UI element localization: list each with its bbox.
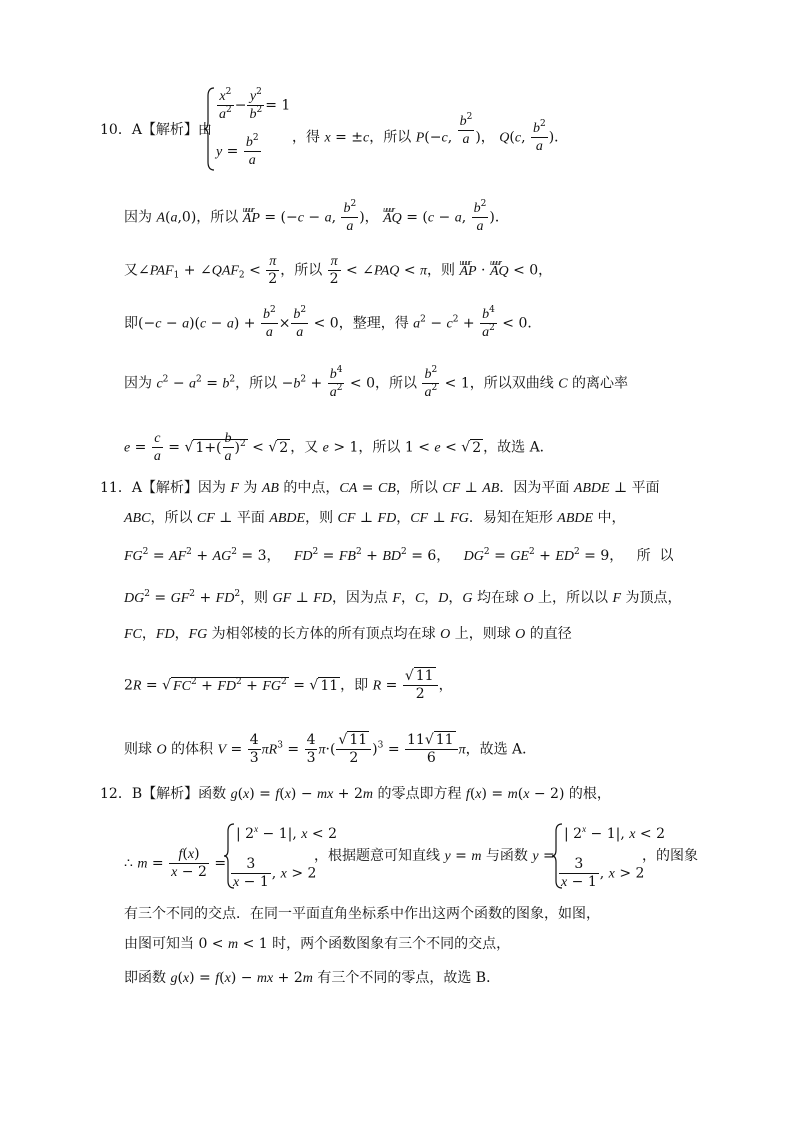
- q10-line4: 即(−c − a)(c − a) + $\frac{b^2}{a}$ × $\frac{b^2}{a}$ < 0，整理，得 $a^2 - c^2$ + $\frac{b^4}{a^2}$ < 0．: [124, 305, 542, 340]
- q11-line5: FC，FD，FG 为相邻棱的长方体的所有顶点均在球 O 上，则球 O 的直径: [124, 626, 572, 642]
- q11-line4: $DG^2 = GF^2 + FD^2$，则 GF ⊥ FD，因为点 F，C，D，G 均在球 O 上，所以以 F 为顶点，: [124, 589, 682, 606]
- q11-line3: $FG^2 = AF^2 + AG^2 = 3$， $FD^2 = FB^2 + BD^2 = 6$， $DG^2 = GE^2 + ED^2 = 9$， 所 以: [124, 547, 674, 564]
- q12-tail: ，的图象: [642, 848, 698, 864]
- q11-line2: ABC，所以 CF ⊥ 平面 ABDE，则 CF ⊥ FD，CF ⊥ FG．易知在矩形 ABDE 中，: [124, 510, 626, 526]
- piece1: | $2^x - 1|$, x < 2: [236, 824, 337, 842]
- system-eq2: y = $\frac{b^2}{a}$: [216, 133, 259, 168]
- q12-line4: 由图可知当 0 < m < 1 时，两个函数图象有三个不同的交点，: [124, 936, 511, 952]
- q12-line5: 即函数 g(x) = f(x) − mx + 2m 有三个不同的零点，故选 B．: [124, 970, 501, 986]
- q12-line3: 有三个不同的交点．在同一平面直角坐标系中作出这两个函数的图象，如图，: [124, 906, 600, 922]
- q11-line1: 11．A【解析】因为 F 为 AB 的中点，CA = CB，所以 CF ⊥ AB．因为平面 ABDE ⊥ 平面: [100, 480, 660, 496]
- q10-line3: 又$\angle PAF_1$ + $\angle QAF_2$ < $\frac{\pi}{2}$ ，所以 $\frac{\pi}{2}$ < ∠PAQ < π，则 uuur AP · uuur AQ < 0，: [124, 253, 552, 288]
- q10-label: 10．A【解析】由: [100, 122, 212, 138]
- q10-line2: 因为 A(a,0)，所以 uuur AP = (−c − a, $\frac{b^2}{a}$ )， uuur AQ = (c − a, $\frac{b^2}{a}$ )．: [124, 200, 509, 235]
- q10-line5: 因为 $c^2 - a^2 = b^2$，所以 $-b^2$ + $\frac{b^4}{a^2}$ < 0，所以 $\frac{b^2}{a^2}$ < 1，所以双曲线 C 的离心率: [124, 365, 628, 400]
- q12-line1: 12．B【解析】函数 g(x) = f(x) − mx + 2m 的零点即方程 f(x) = m(x − 2) 的根，: [100, 786, 611, 802]
- piece2: $\frac{3}{x - 1}$ , x > 2: [233, 856, 317, 890]
- q10-result: ，得 x = ±c，所以 P(−c, $\frac{b^2}{a}$ )， Q(c, $\frac{b^2}{a}$ )．: [292, 112, 569, 154]
- q12-middle-text: ，根据题意可知直线 y = m 与函数 y =: [314, 848, 555, 864]
- piece1b: | $2^x - 1|$, x < 2: [564, 824, 665, 842]
- system-eq1: $\frac{x^2}{a^2}$ − $\frac{y^2}{b^2}$ = 1: [219, 87, 291, 122]
- q11-line7: 则球 O 的体积 V = $\frac{4}{3}$ $\pi R^3$ = $\frac{4}{3}$ π·( $\frac{√ 11}{2}$ )$^3$ = $\frac{11√ 11}{6}$ π，故选 A．: [124, 732, 537, 766]
- left-brace-icon: [202, 86, 216, 172]
- q10-line6: e = $\frac{c}{a}$ = √ 1+( $\frac{b}{a}$ )$^2$ < √ 2 ，又 e > 1，所以 1 < e < √ 2 ，故选 A．: [124, 431, 554, 464]
- piece2b: $\frac{3}{x - 1}$ , x > 2: [561, 856, 645, 890]
- q11-line6: 2R = √ $FC^2 + FD^2 + FG^2$ = √ 11 ，即 R = $\frac{√ 11}{2}$ ，: [124, 668, 453, 702]
- m-definition: ∴ m = $\frac{f(x)}{x - 2}$ =: [124, 846, 227, 880]
